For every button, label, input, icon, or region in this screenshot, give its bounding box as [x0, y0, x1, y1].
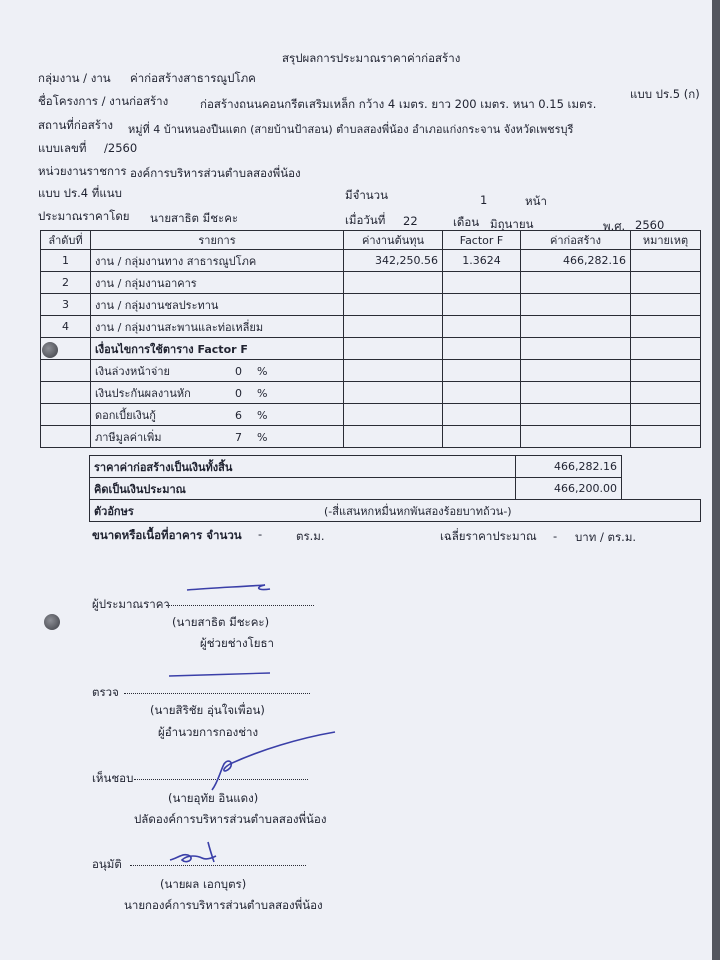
condition-unit: % — [257, 430, 268, 444]
row-total — [521, 294, 631, 316]
average-price-unit: บาท / ตร.ม. — [575, 530, 637, 544]
document-title: สรุปผลการประมาณราคาค่าก่อสร้าง — [282, 51, 461, 65]
agency-value: องค์การบริหารส่วนตำบลสองพี่น้อง — [130, 166, 301, 180]
condition-value: 6 — [235, 408, 242, 422]
column-header: ค่างานต้นทุน — [344, 231, 443, 250]
month-value: มิถุนายน — [490, 217, 534, 231]
total-label: ราคาค่าก่อสร้างเป็นเงินทั้งสิ้น — [90, 456, 516, 478]
table-row — [41, 316, 701, 338]
average-price-label: เฉลี่ยราคาประมาณ — [440, 529, 537, 543]
page-count-value: 1 — [480, 193, 488, 207]
row-total: 466,282.16 — [521, 250, 631, 272]
date-day: 22 — [403, 214, 418, 228]
row-factor: 1.3624 — [443, 250, 521, 272]
condition-value: 7 — [235, 430, 242, 444]
row-number: 1 — [41, 250, 91, 272]
row-number: 3 — [41, 294, 91, 316]
row-note — [631, 272, 701, 294]
row-factor — [443, 272, 521, 294]
attachment-label: แบบ ปร.4 ที่แนบ — [38, 186, 122, 200]
estimator-value: นายสาธิต มีชะคะ — [150, 211, 239, 225]
plan-label: แบบเลขที่ — [38, 141, 87, 155]
estimator-position: ผู้ช่วยช่างโยธา — [200, 636, 275, 650]
condition-value: 0 — [235, 386, 242, 400]
endorser-role-label: เห็นชอบ — [92, 771, 134, 785]
row-note — [631, 294, 701, 316]
column-header: ค่าก่อสร้าง — [521, 231, 631, 250]
row-item: งาน / กลุ่มงานชลประทาน — [91, 294, 344, 316]
estimator-name: (นายสาธิต มีชะคะ) — [172, 615, 270, 629]
reviewer-role-label: ตรวจ — [92, 685, 119, 699]
area-unit: ตร.ม. — [296, 529, 325, 543]
average-price-value: - — [553, 529, 558, 543]
letters-value: (-สี่แสนหกหมื่นหกพันสองร้อยบาทถ้วน-) — [324, 504, 512, 518]
page-edge-shadow — [712, 0, 720, 960]
reviewer-position: ผู้อำนวยการกองช่าง — [158, 725, 259, 739]
condition-label: ภาษีมูลค่าเพิ่ม — [95, 430, 162, 444]
row-note — [631, 316, 701, 338]
table-row — [41, 250, 701, 272]
punch-hole — [44, 614, 60, 630]
row-item: งาน / กลุ่มงานสะพานและท่อเหลี่ยม — [91, 316, 344, 338]
row-cost: 342,250.56 — [344, 250, 443, 272]
summary-total-row — [90, 456, 701, 478]
approver-position: นายกองค์การบริหารส่วนตำบลสองพี่น้อง — [124, 898, 323, 912]
agency-label: หน่วยงานราชการ — [38, 164, 127, 178]
column-header: Factor F — [443, 231, 521, 250]
row-cost — [344, 294, 443, 316]
table-header-row — [41, 231, 701, 250]
project-value: ก่อสร้างถนนคอนกรีตเสริมเหล็ก กว้าง 4 เมตร. ยาว 200 เมตร. หนา 0.15 เมตร. — [200, 97, 597, 111]
condition-row — [41, 426, 701, 448]
total-value: 466,282.16 — [516, 456, 622, 478]
condition-row — [41, 382, 701, 404]
factor-condition-label: เงื่อนไขการใช้ตาราง Factor F — [91, 338, 344, 360]
signature-line — [124, 692, 310, 694]
summary-table — [89, 455, 701, 522]
summary-letters-row — [90, 500, 701, 522]
area-label: ขนาดหรือเนื้อที่อาคาร จำนวน — [92, 528, 242, 542]
approx-label: คิดเป็นเงินประมาณ — [90, 478, 516, 500]
date-label: เมื่อวันที่ — [345, 213, 386, 227]
table-row — [41, 294, 701, 316]
row-total — [521, 272, 631, 294]
reviewer-signature — [165, 664, 275, 684]
row-item: งาน / กลุ่มงานอาคาร — [91, 272, 344, 294]
condition-unit: % — [257, 386, 268, 400]
endorser-signature — [190, 728, 340, 793]
year-label: พ.ศ. — [603, 219, 626, 233]
condition-value: 0 — [235, 364, 242, 378]
plan-value: /2560 — [104, 141, 138, 155]
estimator-label: ประมาณราคาโดย — [38, 209, 130, 223]
estimator-role-label: ผู้ประมาณราคา — [92, 597, 170, 611]
year-value: 2560 — [635, 218, 665, 232]
area-value: - — [258, 527, 263, 541]
row-factor — [443, 294, 521, 316]
signature-line — [166, 604, 314, 606]
site-value: หมู่ที่ 4 บ้านหนองปืนแตก (สายบ้านป้าสอน) ตำบลสองพี่น้อง อำเภอแก่งกระจาน จังหวัดเพชรบุรี — [128, 123, 574, 136]
column-header: หมายเหตุ — [631, 231, 701, 250]
row-factor — [443, 316, 521, 338]
table-row — [41, 272, 701, 294]
row-item: งาน / กลุ่มงานทาง สาธารณูปโภค — [91, 250, 344, 272]
condition-label: เงินประกันผลงานหัก — [95, 386, 191, 400]
endorser-name: (นายอุทัย อินแดง) — [168, 791, 259, 805]
page-unit: หน้า — [525, 194, 547, 208]
site-label: สถานที่ก่อสร้าง — [38, 118, 114, 132]
reviewer-name: (นายสิริชัย อุ่นใจเพื่อน) — [150, 703, 265, 717]
form-code: แบบ ปร.5 (ก) — [630, 87, 700, 101]
approver-name: (นายผล เอกบุตร) — [160, 877, 247, 891]
approver-signature — [168, 838, 228, 870]
summary-approx-row — [90, 478, 701, 500]
factor-condition-row — [41, 338, 701, 360]
condition-unit: % — [257, 364, 268, 378]
estimator-signature — [185, 578, 280, 598]
group-label: กลุ่มงาน / งาน — [38, 71, 111, 85]
row-number: 4 — [41, 316, 91, 338]
project-label: ชื่อโครงการ / งานก่อสร้าง — [38, 94, 169, 108]
letters-label: ตัวอักษร — [94, 504, 134, 518]
approver-role-label: อนุมัติ — [92, 857, 122, 871]
page-count-label: มีจำนวน — [345, 188, 388, 202]
condition-label: เงินล่วงหน้าจ่าย — [95, 364, 170, 378]
column-header: ลำดับที่ — [41, 231, 91, 250]
column-header: รายการ — [91, 231, 344, 250]
condition-row — [41, 404, 701, 426]
row-cost — [344, 316, 443, 338]
approx-value: 466,200.00 — [516, 478, 622, 500]
row-number: 2 — [41, 272, 91, 294]
month-label: เดือน — [453, 215, 480, 229]
condition-row — [41, 360, 701, 382]
condition-label: ดอกเบี้ยเงินกู้ — [95, 408, 156, 422]
row-note — [631, 250, 701, 272]
condition-unit: % — [257, 408, 268, 422]
endorser-position: ปลัดองค์การบริหารส่วนตำบลสองพี่น้อง — [134, 812, 327, 826]
row-total — [521, 316, 631, 338]
cost-summary-table — [40, 230, 701, 448]
group-value: ค่าก่อสร้างสาธารณูปโภค — [130, 71, 256, 85]
row-cost — [344, 272, 443, 294]
